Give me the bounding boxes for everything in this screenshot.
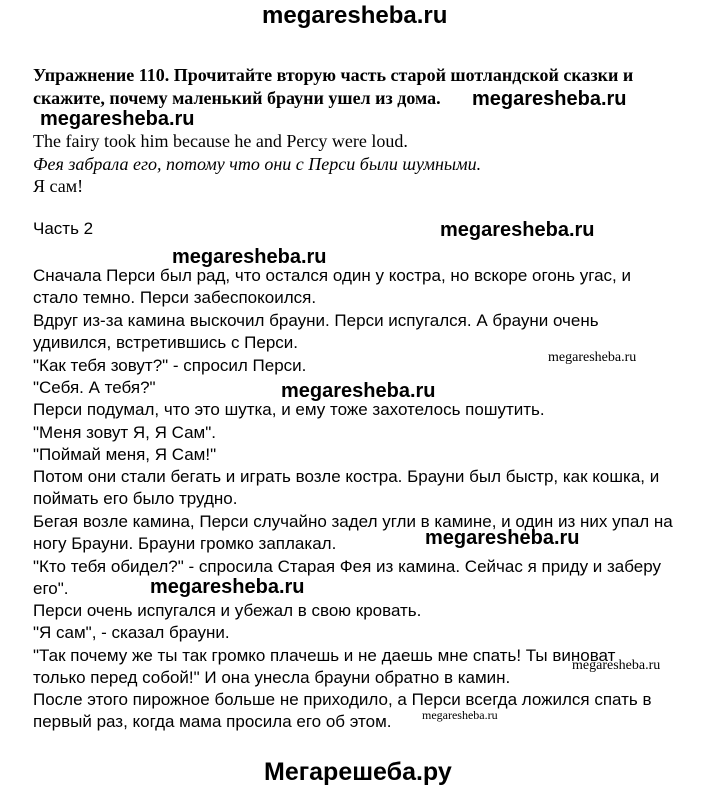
watermark-top: megaresheba.ru (262, 2, 448, 29)
watermark-part-right: megaresheba.ru (440, 219, 595, 241)
story-line: удивился, встретившись с Перси. (33, 333, 299, 352)
story-line: "Кто тебя обидел?" - спросила Старая Фея из камина. Сейчас я приду и заберу (33, 557, 662, 576)
watermark-middle: megaresheba.ru (281, 380, 436, 402)
story-line: первый раз, когда мама просила его об этом. (33, 712, 392, 731)
story-line: "Я сам", - сказал брауни. (33, 623, 230, 642)
story-line: Потом они стали бегать и играть возле костра. Брауни был быстр, как кошка, и (33, 467, 660, 486)
watermark-header-right: megaresheba.ru (472, 88, 627, 110)
story-line: поймать его было трудно. (33, 489, 238, 508)
story-line: "Поймай меня, Я Сам!" (33, 445, 217, 464)
answer-short: Я сам! (33, 176, 84, 196)
story-line: его". (33, 579, 69, 598)
watermark-lower-left: megaresheba.ru (150, 576, 305, 598)
watermark-part-under: megaresheba.ru (172, 246, 327, 268)
story-line: Бегая возле камина, Перси случайно задел угли в камине, и один из них упал на (33, 512, 673, 531)
part-label: Часть 2 (33, 219, 94, 238)
exercise-title-line1: Упражнение 110. Прочитайте вторую часть старой шотландской сказки и (33, 65, 634, 85)
story-line: "Себя. А тебя?" (33, 378, 156, 397)
story-line: стало темно. Перси забеспокоился. (33, 288, 317, 307)
story-line: только перед собой!" И она унесла брауни обратно в камин. (33, 668, 511, 687)
watermark-under-header: megaresheba.ru (40, 108, 195, 130)
watermark-footer: Мегарешеба.ру (264, 758, 452, 786)
story-line: "Так почему же ты так громко плачешь и не даешь мне спать! Ты виноват (33, 646, 616, 665)
story-line: "Как тебя зовут?" - спросил Перси. (33, 356, 307, 375)
watermark-small-right: megaresheba.ru (548, 350, 637, 365)
watermark-mid-lower: megaresheba.ru (425, 527, 580, 549)
story-line: Перси очень испугался и убежал в свою кровать. (33, 601, 422, 620)
story-line: "Меня зовут Я, Я Сам". (33, 423, 216, 442)
watermark-bottom-tiny: megaresheba.ru (422, 708, 498, 722)
exercise-title-line2: скажите, почему маленький брауни ушел из дома. (33, 88, 441, 108)
answer-russian: Фея забрала его, потому что они с Перси были шумными. (33, 154, 482, 174)
story-line: После этого пирожное больше не приходило, а Перси всегда ложился спать в (33, 690, 652, 709)
story-line: ногу Брауни. Брауни громко заплакал. (33, 534, 337, 553)
story-line: Перси подумал, что это шутка, и ему тоже захотелось пошутить. (33, 400, 545, 419)
story-line: Вдруг из-за камина выскочил брауни. Перси испугался. А брауни очень (33, 311, 599, 330)
watermark-bottom-right-small: megaresheba.ru (572, 658, 661, 673)
story-line: Сначала Перси был рад, что остался один у костра, но вскоре огонь угас, и (33, 266, 631, 285)
answer-english: The fairy took him because he and Percy were loud. (33, 131, 408, 151)
